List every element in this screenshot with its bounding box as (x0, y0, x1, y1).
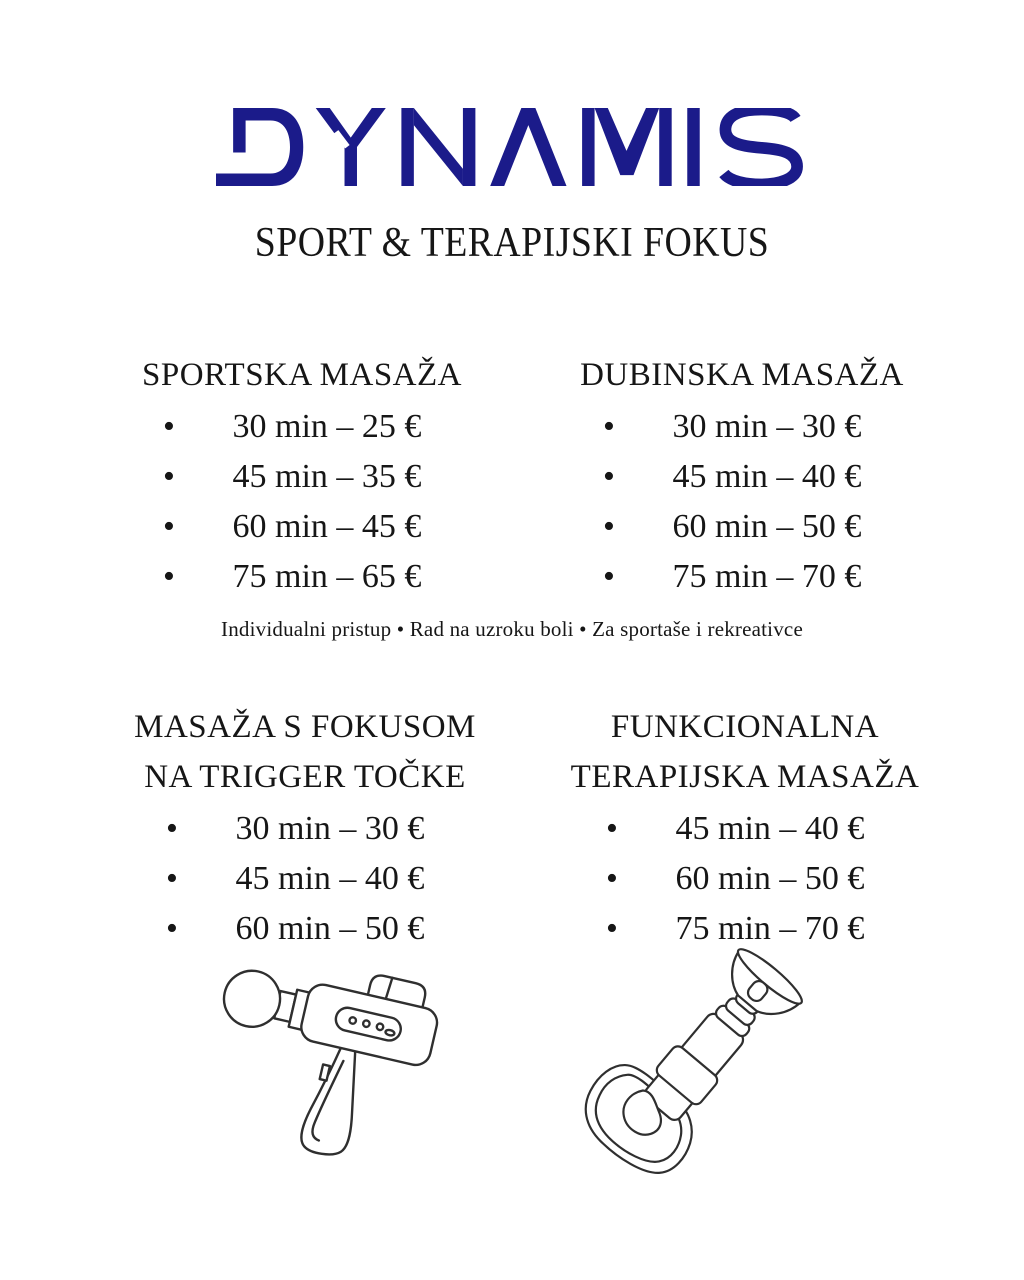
dynamis-logo-icon (216, 108, 808, 186)
bullet-icon: • (603, 558, 615, 595)
bullet-icon: • (603, 408, 615, 445)
price-item-text: 30 min – 30 € (235, 810, 425, 847)
section-trigger-tocke (65, 702, 545, 954)
price-item-text: 60 min – 50 € (675, 860, 865, 897)
price-item-text: 45 min – 40 € (672, 458, 862, 495)
price-item (65, 854, 545, 904)
price-list (65, 804, 545, 954)
bullet-icon: • (163, 508, 175, 545)
price-item (65, 804, 545, 854)
price-item (502, 502, 982, 552)
section-title (505, 702, 985, 802)
massage-gun-illustration (203, 952, 453, 1177)
price-item-text: 60 min – 50 € (235, 910, 425, 947)
bullet-icon: • (606, 910, 618, 947)
price-item (502, 452, 982, 502)
price-item (502, 552, 982, 602)
brand-subtitle: SPORT & TERAPIJSKI FOKUS (254, 220, 770, 266)
bullet-icon: • (166, 910, 178, 947)
section-title-line: MASAŽA S FOKUSOM (134, 709, 476, 745)
section-title: DUBINSKA MASAŽA (580, 357, 904, 393)
price-item-text: 60 min – 50 € (672, 508, 862, 545)
price-item-text: 75 min – 70 € (675, 910, 865, 947)
massage-gun-icon (203, 952, 453, 1172)
price-item-text: 75 min – 65 € (232, 558, 422, 595)
bullet-icon: • (166, 810, 178, 847)
bullet-icon: • (603, 508, 615, 545)
price-item-text: 45 min – 40 € (235, 860, 425, 897)
section-title (65, 702, 545, 802)
price-item (62, 502, 542, 552)
section-sportska-masaza (62, 350, 542, 602)
price-item (502, 402, 982, 452)
section-title-line: TERAPIJSKA MASAŽA (570, 759, 920, 795)
price-item-text: 75 min – 70 € (672, 558, 862, 595)
price-item-text: 45 min – 35 € (232, 458, 422, 495)
cupping-pump-illustration (548, 940, 828, 1195)
bullet-icon: • (163, 558, 175, 595)
price-item-text: 30 min – 30 € (672, 408, 862, 445)
section-title: SPORTSKA MASAŽA (141, 357, 463, 393)
section-dubinska-masaza (502, 350, 982, 602)
bullet-icon: • (163, 458, 175, 495)
tagline: Individualni pristup • Rad na uzroku boli • Za sportaše i rekreativce (221, 617, 803, 641)
bullet-icon: • (163, 408, 175, 445)
price-item-text: 45 min – 40 € (675, 810, 865, 847)
price-item (505, 804, 985, 854)
price-list (502, 402, 982, 602)
price-item (65, 904, 545, 954)
price-item (62, 452, 542, 502)
bullet-icon: • (603, 458, 615, 495)
section-funkcionalna-terapijska (505, 702, 985, 954)
price-item (62, 552, 542, 602)
bullet-icon: • (606, 860, 618, 897)
section-title-line: NA TRIGGER TOČKE (144, 759, 466, 795)
cupping-pump-icon (548, 940, 828, 1190)
price-list (505, 804, 985, 954)
brand-logo (0, 108, 1024, 191)
bullet-icon: • (606, 810, 618, 847)
bullet-icon: • (166, 860, 178, 897)
price-item (62, 402, 542, 452)
price-item-text: 60 min – 45 € (232, 508, 422, 545)
price-list (62, 402, 542, 602)
price-item (505, 854, 985, 904)
price-item-text: 30 min – 25 € (232, 408, 422, 445)
section-title-line: FUNKCIONALNA (610, 709, 880, 745)
